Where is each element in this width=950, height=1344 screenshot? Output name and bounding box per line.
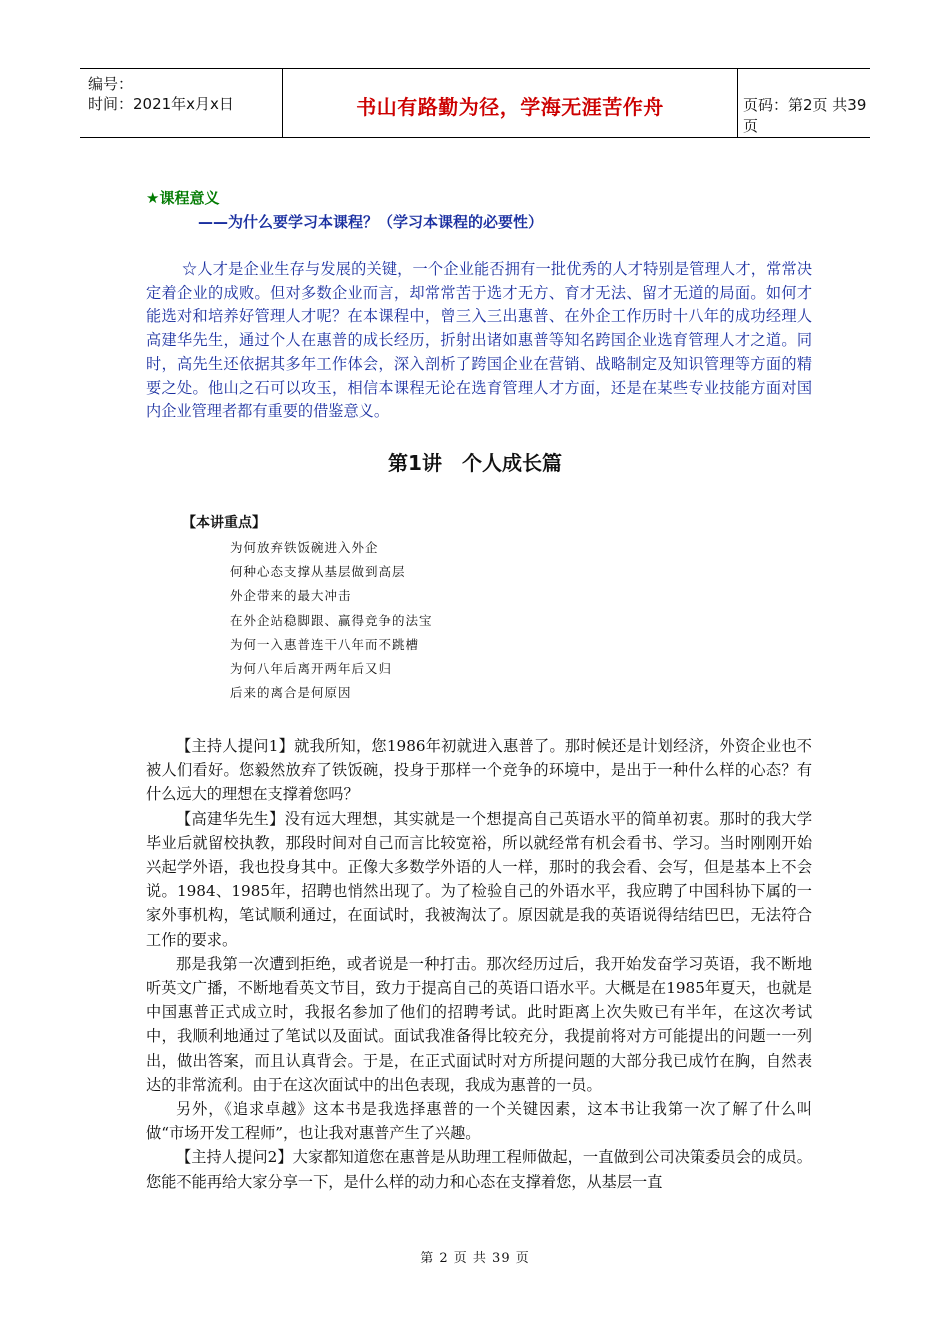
key-point-item: 为何放弃铁饭碗进入外企 [230,540,379,555]
course-significance-paragraph: ☆人才是企业生存与发展的关键，一个企业能否拥有一批优秀的人才特别是管理人才，常常决定着企业的成败。但对多数企业而言，却常常苦于选才无方、育才无法、留才无道的局面。如何才能选对和培养好管理人才呢？在本课程中，曾三入三出惠普、在外企工作历时十八年的成功经理人高建华先生，通过个人在惠普的成长经历，折射出诸如惠普等知名跨国企业选育管理人才之道。同时，高先生还依据其多年工作体会，深入剖析了跨国企业在营销、战略制定及知识管理等方面的精要之处。他山之石可以攻玉，相信本课程无论在选育管理人才方面，还是在某些专业技能方面对国内企业管理者都有重要的借鉴意义。 [146,260,812,421]
header-page-info: 页码：第2页 共39页 [743,96,867,135]
key-points-list [230,536,433,705]
section-title: ★课程意义 [146,189,220,207]
key-point-item: 外企带来的最大冲击 [230,588,352,604]
page-footer: 第 2 页 共 39 页 [420,1251,530,1266]
key-point-item: 在外企站稳脚跟、赢得竞争的法宝 [230,612,433,628]
document-number-label: 编号： [88,75,134,93]
body-paragraph: 【主持人提问2】大家都知道您在惠普是从助理工程师做起，一直做到公司决策委员会的成员。您能不能再给大家分享一下，是什么样的动力和心态在支撑着您，从基层一直 [146,1148,812,1191]
body-paragraph: 【主持人提问1】就我所知，您1986年初就进入惠普了。那时候还是计划经济，外资企业也不被人们看好。您毅然放弃了铁饭碗，投身于那样一个竞争的环境中，是出于一种什么样的心态？有什么远大的理想在支撑着您吗？ [146,737,812,804]
lecture-title: 第1讲 个人成长篇 [388,451,562,475]
document-date: 时间：2021年x月x日 [88,95,234,113]
header-right-cell [737,69,870,137]
key-point-item: 何种心态支撑从基层做到高层 [230,564,406,580]
header-motto: 书山有路勤为径，学海无涯苦作舟 [356,95,664,119]
section-subtitle: ——为什么要学习本课程？（学习本课程的必要性） [198,213,544,231]
body-text [146,734,812,1194]
key-points-heading: 【本讲重点】 [182,515,266,531]
header-center-cell [282,69,738,137]
key-point-item: 为何一入惠普连干八年而不跳槽 [230,636,420,652]
body-paragraph: 另外，《追求卓越》这本书是我选择惠普的一个关键因素，这本书让我第一次了解了什么叫做“市场开发工程师”，也让我对惠普产生了兴趣。 [146,1100,812,1143]
key-point-item: 为何八年后离开两年后又归 [230,661,393,677]
key-point-item: 后来的离合是何原因 [230,685,352,701]
body-paragraph: 【高建华先生】没有远大理想，其实就是一个想提高自己英语水平的简单初衷。那时的我大学毕业后就留校执教，那段时间对自己而言比较宽裕，所以就经常有机会看书、学习。当时刚刚开始兴起学外语，我也投身其中。正像大多数学外语的人一样，那时的我会看、会写，但是基本上不会说。1984、1985年，招聘也悄然出现了。为了检验自己的外语水平，我应聘了中国科协下属的一家外事机构，笔试顺利通过，在面试时，我被淘汰了。原因就是我的英语说得结结巴巴，无法符合工作的要求。 [146,809,812,949]
document-header [80,68,870,138]
body-paragraph: 那是我第一次遭到拒绝，或者说是一种打击。那次经历过后，我开始发奋学习英语，我不断地听英文广播，不断地看英文节目，致力于提高自己的英语口语水平。大概是在1985年夏天，也就是中国惠普正式成立时，我报名参加了他们的招聘考试。此时距离上次失败已有半年，在这次考试中，我顺利地通过了笔试以及面试。面试我准备得比较充分，我提前将对方可能提出的问题一一列出，做出答案，而且认真背会。于是，在正式面试时对方所提问题的大部分我已成竹在胸，自然表达的非常流利。由于在这次面试中的出色表现，我成为惠普的一员。 [146,954,812,1094]
header-left-cell [80,69,282,137]
